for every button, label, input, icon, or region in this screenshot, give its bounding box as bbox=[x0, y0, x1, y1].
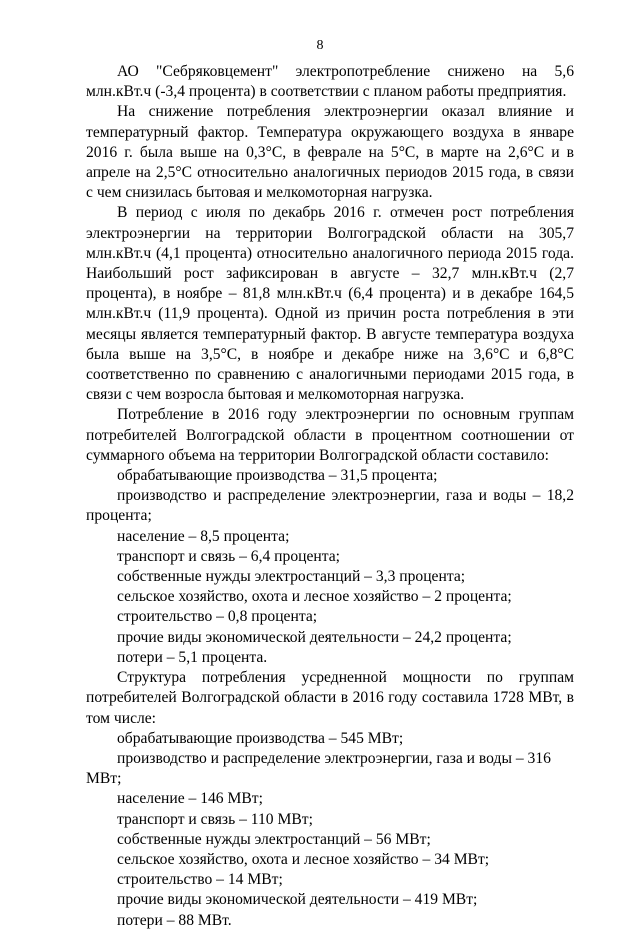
power-list-item: прочие виды экономической деятельности – 419 МВт; bbox=[117, 891, 478, 909]
power-list-item: население – 146 МВт; bbox=[117, 790, 263, 808]
power-list-item: производство и распределение электроэнергии, газа и воды – 316 МВт; bbox=[86, 749, 551, 788]
paragraph-consumption-groups-intro: Потребление в 2016 году электроэнергии по основным группам потребителей Волгоградской области в процентном соотношении от суммарного объема на территории Волгоградской области составило: bbox=[86, 406, 574, 464]
percent-list-item: сельское хозяйство, охота и лесное хозяйство – 2 процента; bbox=[117, 588, 512, 606]
paragraph-sebryakovcement: АО "Себряковцемент" электропотребление снижено на 5,6 млн.кВт.ч (-3,4 процента) в соответствии с планом работы предприятия. bbox=[86, 63, 574, 101]
percent-list-item: потери – 5,1 процента. bbox=[117, 648, 268, 666]
power-list-item: строительство – 14 МВт; bbox=[117, 871, 283, 889]
paragraph-consumption-growth: В период с июля по декабрь 2016 г. отмечен рост потребления электроэнергии на территории Волгоградской области на 305,7 млн.кВт.ч (4,1 процента) относительно аналогичного периода 2015 года. Наибольший рост зафиксирован в августе – 32,7 млн.кВт.ч (2,7 процента), в ноябре – 81,8 млн.кВт.ч (6,4 процента) и в декабре 164,5 млн.кВт.ч (11,9 процента). Одной из причин роста потребления в эти месяцы является температурный фактор. В августе температура воздуха была выше на 3,5°С, в ноябре и декабре ниже на 3,6°С и 6,8°С соответственно по сравнению с аналогичными периодами 2015 года, в связи с чем возросла бытовая и мелкомоторная нагрузка. bbox=[86, 204, 574, 404]
power-list-item: транспорт и связь – 110 МВт; bbox=[117, 810, 313, 828]
power-list-item: собственные нужды электростанций – 56 МВт; bbox=[117, 830, 431, 848]
power-list-item: обрабатывающие производства – 545 МВт; bbox=[117, 729, 404, 747]
power-list-item: сельское хозяйство, охота и лесное хозяйство – 34 МВт; bbox=[117, 850, 490, 868]
percent-list-item: строительство – 0,8 процента; bbox=[117, 608, 318, 626]
percent-list-item: население – 8,5 процента; bbox=[117, 527, 290, 545]
percent-list-item: производство и распределение электроэнергии, газа и воды – 18,2 процента; bbox=[86, 487, 574, 525]
page-number: 8 bbox=[316, 38, 324, 53]
percent-list-item: собственные нужды электростанций – 3,3 процента; bbox=[117, 568, 466, 586]
percent-list-item: обрабатывающие производства – 31,5 процента; bbox=[117, 467, 438, 485]
percent-list-item: транспорт и связь – 6,4 процента; bbox=[117, 547, 340, 565]
paragraph-temperature-factor: На снижение потребления электроэнергии оказал влияние и температурный фактор. Температура окружающего воздуха в январе 2016 г. была выше на 0,3°С, в феврале на 5°С, в марте на 2,6°С и в апреле на 2,5°С относительно аналогичных периодов 2015 года, в связи с чем снизилась бытовая и мелкомоторная нагрузка. bbox=[86, 103, 574, 202]
document-body bbox=[86, 62, 574, 931]
percent-list-item: прочие виды экономической деятельности – 24,2 процента; bbox=[117, 628, 512, 646]
power-list-item: потери – 88 МВт. bbox=[117, 911, 232, 929]
paragraph-power-structure-intro: Структура потребления усредненной мощности по группам потребителей Волгоградской области в 2016 году составила 1728 МВт, в том числе: bbox=[86, 669, 574, 727]
